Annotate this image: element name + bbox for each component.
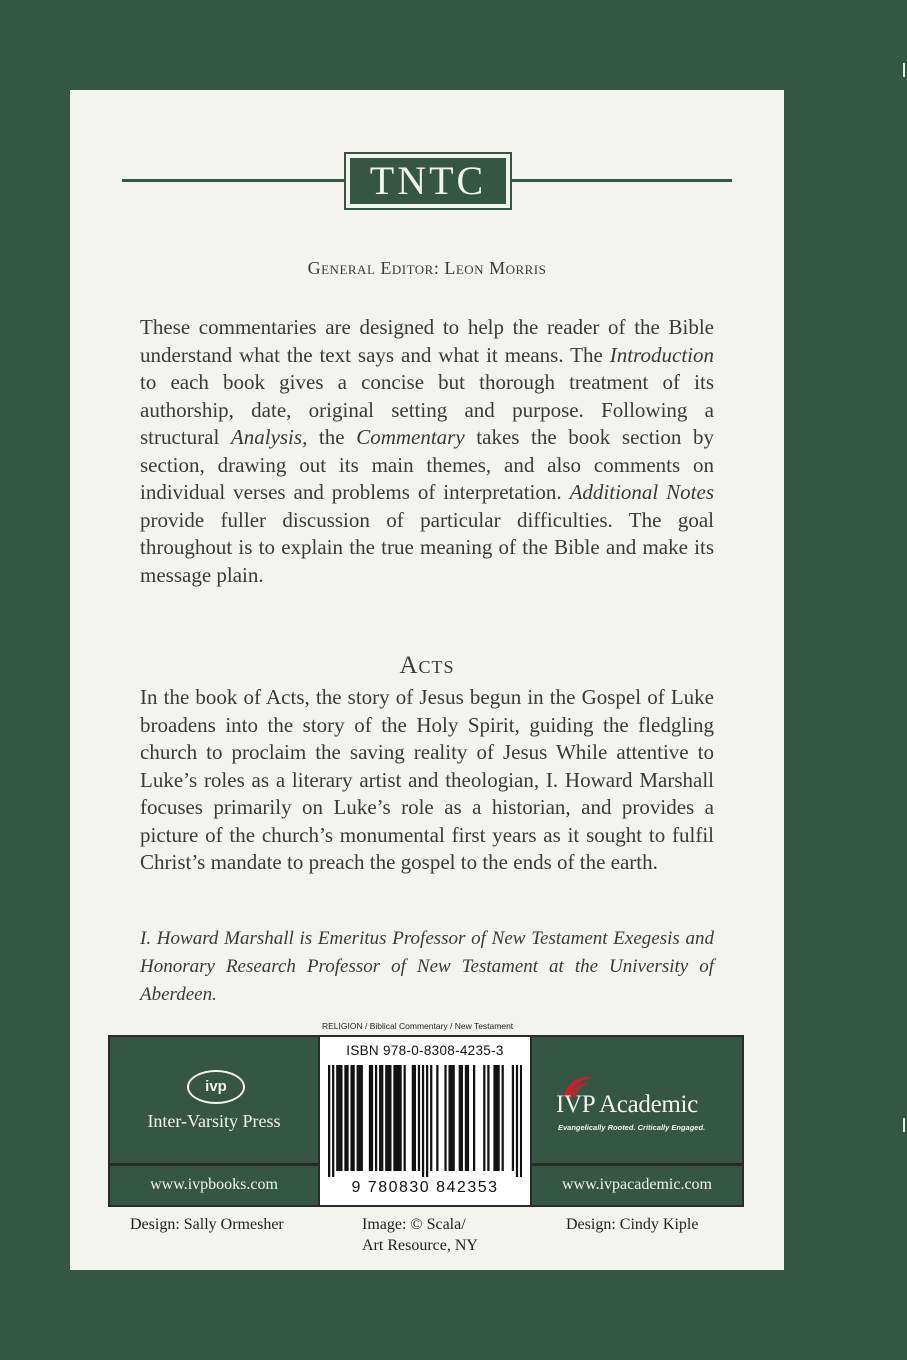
text-run: These commentaries are designed to help the reader of the Bible understand what the text says and what it means. The (140, 315, 714, 367)
general-editor-line: General Editor: Leon Morris (307, 258, 547, 278)
ivp-publisher-name: Inter-Varsity Press (147, 1111, 281, 1131)
barcode-bar (371, 1065, 373, 1171)
book-title: Acts (399, 652, 455, 679)
barcode-bar (487, 1065, 489, 1171)
publisher-barcode-block (108, 1035, 744, 1207)
series-logo (344, 152, 512, 210)
author-bio: I. Howard Marshall is Emeritus Professor of New Testament Exegesis and Honorary Research Professor of New Testament at the University of Aberdeen. (140, 928, 714, 1005)
barcode-bar (483, 1065, 485, 1171)
barcode-bar (497, 1065, 499, 1171)
italic-term: Analysis, (230, 425, 308, 449)
ivp-website: www.ivpbooks.com (110, 1166, 318, 1205)
barcode-bar (516, 1065, 518, 1177)
barcode-bar (387, 1065, 389, 1171)
text-run: to each book gives a concise but thorough treatment of its authorship, date, original setting and purpose. Following a structural (140, 370, 714, 449)
barcode-bar (389, 1065, 391, 1171)
barcode-bar (393, 1065, 395, 1171)
barcode-bar (336, 1065, 338, 1171)
text-run: takes the book section by section, drawing out its main themes, and also comments on individual verses and problems of interpretation. (140, 425, 714, 504)
barcode-bar (361, 1065, 363, 1171)
barcode-bar (418, 1065, 420, 1171)
barcode-bar (520, 1065, 522, 1177)
ivp-academic-website: www.ivpacademic.com (532, 1166, 742, 1205)
barcode-bar (512, 1065, 514, 1171)
trim-mark (903, 1118, 905, 1132)
bisac-category: RELIGION / Biblical Commentary / New Testament (322, 1021, 514, 1031)
barcode-bar (495, 1065, 497, 1171)
barcode-bar (473, 1065, 475, 1171)
barcode-bar (453, 1065, 455, 1171)
ivp-academic-panel (532, 1037, 742, 1163)
barcode-bar (381, 1065, 383, 1171)
barcode-bar (412, 1065, 414, 1171)
barcode-bar (332, 1065, 334, 1177)
text-run: provide fuller discussion of particular difficulties. The goal throughout is to explain the true meaning of the Bible and make its message plain. (140, 507, 714, 587)
barcode-bar (353, 1065, 355, 1171)
barcode-bars (328, 1065, 522, 1177)
barcode-bar (502, 1065, 504, 1171)
barcode-bar (426, 1065, 428, 1177)
barcode-bar (375, 1065, 377, 1171)
ivp-academic-tagline: Evangelically Rooted. Critically Engaged. (558, 1123, 706, 1132)
design-credit-left: Design: Sally Ormesher (130, 1216, 284, 1233)
barcode-digits: 9 780830 842353 (351, 1179, 499, 1196)
isbn-label: ISBN 978-0-8308-4235-3 (346, 1043, 504, 1058)
barcode-bar (369, 1065, 371, 1171)
ivp-publisher-panel (110, 1037, 318, 1163)
ivp-academic-name: IVP Academic (556, 1091, 698, 1118)
barcode-bar (379, 1065, 381, 1171)
barcode-bar (444, 1065, 446, 1171)
header-rule-left (122, 179, 344, 182)
design-credit-right: Design: Cindy Kiple (566, 1216, 699, 1233)
barcode-bar (395, 1065, 397, 1171)
barcode-bar (338, 1065, 340, 1171)
italic-term: Commentary (356, 425, 465, 449)
barcode-bar (359, 1065, 361, 1171)
barcode-bar (350, 1065, 352, 1171)
barcode-bar (344, 1065, 346, 1171)
barcode-bar (357, 1065, 359, 1171)
image-credit (362, 1214, 502, 1256)
series-description (140, 314, 714, 589)
barcode-bar (404, 1065, 406, 1171)
ivp-logo: ivp (187, 1070, 245, 1104)
barcode-bar (448, 1065, 450, 1171)
isbn-barcode (320, 1037, 530, 1205)
italic-term: Introduction (609, 342, 714, 367)
image-credit-line1: Image: © Scala/ (362, 1216, 466, 1233)
image-credit-line2: Art Resource, NY (362, 1237, 478, 1254)
barcode-bar (328, 1065, 330, 1177)
barcode-bar (493, 1065, 495, 1171)
barcode-bar (346, 1065, 348, 1171)
barcode-bar (397, 1065, 399, 1171)
barcode-bar (459, 1065, 461, 1171)
text-run: the (307, 425, 357, 449)
trim-mark (903, 63, 905, 77)
barcode-bar (422, 1065, 424, 1177)
header-rule-right (512, 179, 732, 182)
barcode-bar (385, 1065, 387, 1171)
book-description: In the book of Acts, the story of Jesus begun in the Gospel of Luke broadens into the story of the Holy Spirit, guiding the fledgling church to proclaim the saving reality of Jesus While attentive to Luke’s roles as a literary artist and theologian, I. Howard Marshall focuses primarily on Luke’s role as a historian, and provides a picture of the church’s monumental first years as it sought to fulfil Christ’s mandate to preach the gospel to the ends of the earth. (140, 685, 714, 874)
barcode-bar (399, 1065, 401, 1171)
italic-term: Additional Notes (569, 480, 715, 504)
barcode-bar (467, 1065, 469, 1171)
barcode-bar (340, 1065, 342, 1171)
barcode-bar (430, 1065, 432, 1171)
barcode-bar (414, 1065, 416, 1171)
barcode-bar (436, 1065, 438, 1171)
barcode-bar (451, 1065, 453, 1171)
barcode-bar (465, 1065, 467, 1171)
barcode-bar (461, 1065, 463, 1171)
series-logo-text: TNTC (350, 158, 506, 204)
